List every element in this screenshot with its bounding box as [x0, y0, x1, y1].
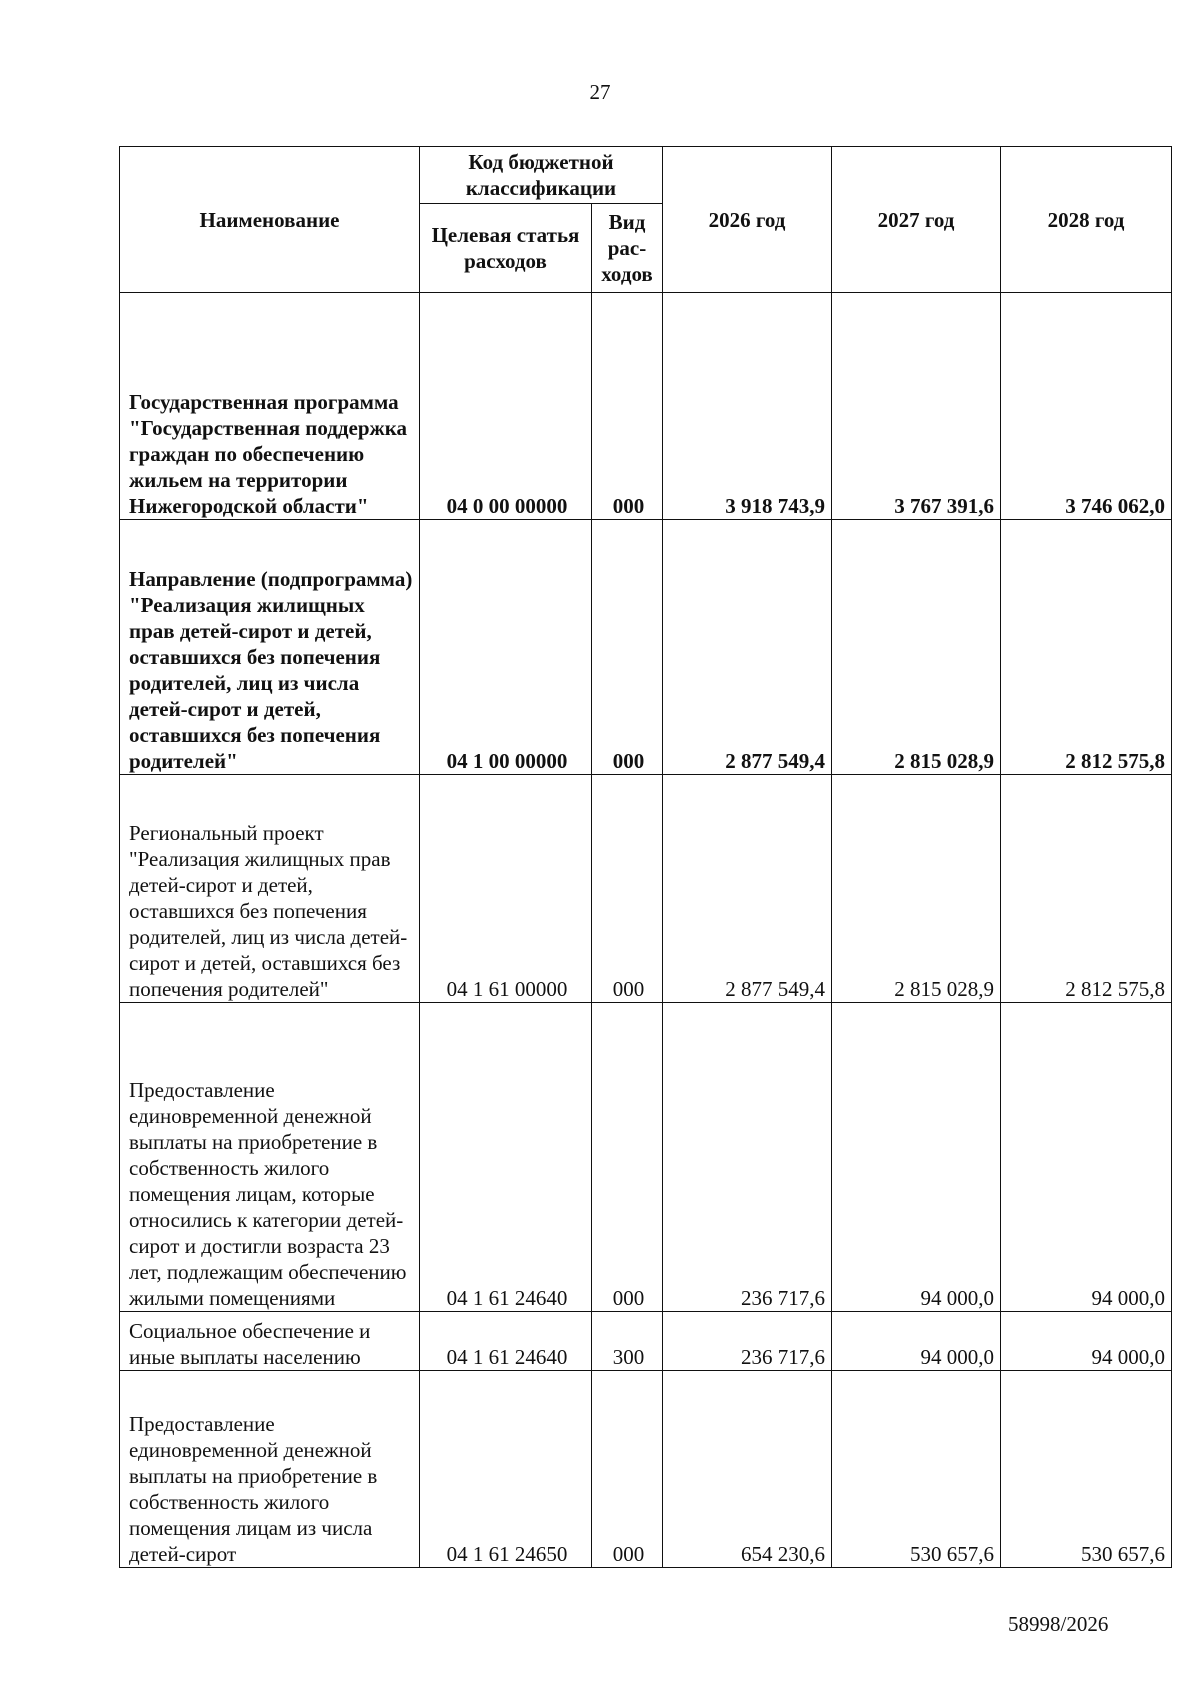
- budget-table: [119, 146, 1172, 1568]
- row-amount-2027: 94 000,0: [832, 1003, 1001, 1312]
- row-amount-2027: 3 767 391,6: [832, 293, 1001, 520]
- row-amount-2026: 654 230,6: [663, 1371, 832, 1568]
- row-amount-2028: 2 812 575,8: [1001, 775, 1172, 1003]
- table-row: [120, 775, 1172, 1003]
- row-target-article: 04 0 00 00000: [420, 293, 592, 520]
- row-name: Предоставление единовременной денежной выплаты на приобретение в собственность жилого помещения лицам, которые относились к категории детей-сирот и достигли возраста 23 лет, подлежащим обеспечению жилыми помещениями: [120, 1003, 420, 1312]
- header-bcc-group: Код бюджетной классификации: [420, 147, 663, 204]
- row-name: Социальное обеспечение и иные выплаты населению: [120, 1312, 420, 1371]
- header-year-2026: 2026 год: [663, 147, 832, 293]
- header-year-2028: 2028 год: [1001, 147, 1172, 293]
- table-row: [120, 520, 1172, 775]
- table-row: [120, 1312, 1172, 1371]
- row-amount-2028: 530 657,6: [1001, 1371, 1172, 1568]
- row-amount-2028: 94 000,0: [1001, 1312, 1172, 1371]
- row-expense-type: 000: [592, 1371, 663, 1568]
- row-amount-2028: 3 746 062,0: [1001, 293, 1172, 520]
- row-name: Государственная программа "Государственная поддержка граждан по обеспечению жильем на территории Нижегородской области": [120, 293, 420, 520]
- header-year-2027: 2027 год: [832, 147, 1001, 293]
- row-name: Предоставление единовременной денежной выплаты на приобретение в собственность жилого помещения лицам из числа детей-сирот: [120, 1371, 420, 1568]
- row-target-article: 04 1 61 24640: [420, 1312, 592, 1371]
- row-target-article: 04 1 61 24650: [420, 1371, 592, 1568]
- row-name: Направление (подпрограмма) "Реализация жилищных прав детей-сирот и детей, оставшихся без попечения родителей, лиц из числа детей-сирот и детей, оставшихся без попечения родителей": [120, 520, 420, 775]
- document-id: 58998/2026: [1008, 1612, 1109, 1636]
- row-amount-2027: 2 815 028,9: [832, 520, 1001, 775]
- page-number: 27: [589, 80, 611, 104]
- table-row: [120, 1371, 1172, 1568]
- header-expense-type: Вид рас-ходов: [592, 204, 663, 293]
- row-amount-2026: 2 877 549,4: [663, 775, 832, 1003]
- row-expense-type: 000: [592, 293, 663, 520]
- row-expense-type: 000: [592, 1003, 663, 1312]
- header-target-article: [420, 204, 592, 293]
- row-name: Региональный проект "Реализация жилищных прав детей-сирот и детей, оставшихся без попечения родителей, лиц из числа детей-сирот и детей, оставшихся без попечения родителей": [120, 775, 420, 1003]
- header-name: Наименование: [120, 147, 420, 293]
- header-target-article-line2: расходов: [464, 249, 547, 273]
- row-amount-2027: 530 657,6: [832, 1371, 1001, 1568]
- row-target-article: 04 1 61 00000: [420, 775, 592, 1003]
- row-target-article: 04 1 00 00000: [420, 520, 592, 775]
- row-amount-2028: 2 812 575,8: [1001, 520, 1172, 775]
- row-target-article: 04 1 61 24640: [420, 1003, 592, 1312]
- row-amount-2026: 2 877 549,4: [663, 520, 832, 775]
- row-expense-type: 000: [592, 520, 663, 775]
- row-amount-2026: 236 717,6: [663, 1312, 832, 1371]
- table-body: [120, 293, 1172, 1568]
- row-amount-2027: 2 815 028,9: [832, 775, 1001, 1003]
- row-expense-type: 300: [592, 1312, 663, 1371]
- row-amount-2026: 236 717,6: [663, 1003, 832, 1312]
- row-amount-2028: 94 000,0: [1001, 1003, 1172, 1312]
- table-row: [120, 1003, 1172, 1312]
- row-amount-2026: 3 918 743,9: [663, 293, 832, 520]
- header-target-article-line1: Целевая статья: [431, 223, 580, 247]
- row-amount-2027: 94 000,0: [832, 1312, 1001, 1371]
- table-row: [120, 293, 1172, 520]
- row-expense-type: 000: [592, 775, 663, 1003]
